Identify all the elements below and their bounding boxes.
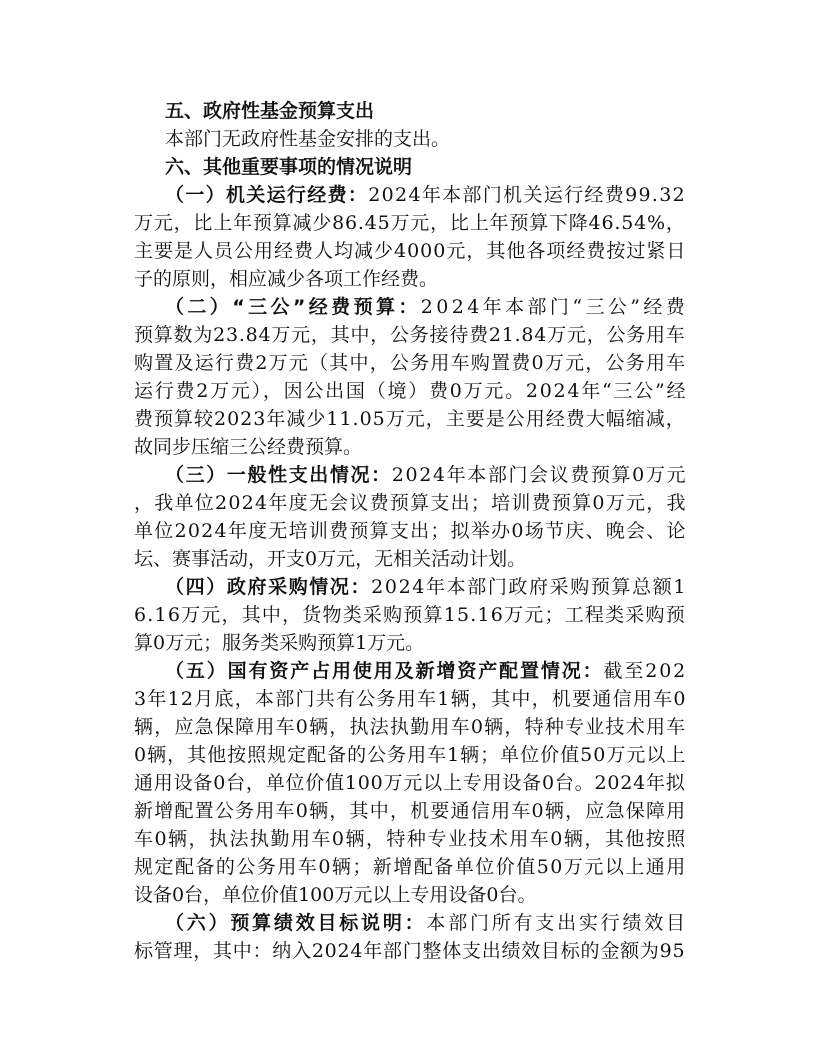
body-text: 预算数为23.84万元，其中，公务接待费21.84万元，公务用车	[134, 324, 686, 346]
body-text: 2024年本部门“三公”经费	[420, 296, 689, 318]
paragraph-line	[134, 405, 686, 433]
body-text: 2024年本部门机关运行经费99.32	[368, 184, 687, 206]
paragraph-line	[134, 853, 687, 881]
paragraph-line	[134, 489, 687, 517]
paragraph-line	[134, 433, 362, 461]
body-text: 规定配备的公务用车0辆；新增配备单位价值50万元以上通用	[134, 856, 687, 878]
paragraph-line	[134, 881, 536, 909]
paragraph-line	[165, 573, 687, 601]
body-text: 2024年本部门会议费预算0万元	[391, 464, 688, 486]
body-text: 坛、赛事活动，开支0万元，无相关活动计划。	[134, 548, 527, 570]
paragraph-line	[165, 125, 450, 153]
body-text: 车0辆，执法执勤用车0辆，特种专业技术用车0辆，其他按照	[134, 828, 687, 850]
paragraph-line	[134, 825, 687, 853]
paragraph-line	[134, 265, 438, 293]
paragraph-line	[134, 237, 686, 265]
body-text: 截至202	[603, 660, 688, 682]
body-text: 辆，应急保障用车0辆，执法执勤用车0辆，特种专业技术用车	[134, 716, 687, 738]
section-heading-text: （四）政府采购情况：	[165, 576, 372, 598]
body-text: 3年12月底，本部门共有公务用车1辆，其中，机要通信用车0	[134, 688, 687, 710]
section-heading-text: （一）机关运行经费：	[165, 184, 369, 206]
body-text: 故同步压缩三公经费预算。	[134, 436, 363, 458]
paragraph-line	[165, 909, 688, 937]
paragraph-line	[134, 349, 686, 377]
paragraph-line	[134, 797, 686, 825]
paragraph-line	[134, 209, 686, 237]
section-heading-text: 六、其他重要事项的情况说明	[165, 156, 413, 178]
section-heading-text: （五）国有资产占用使用及新增资产配置情况：	[165, 660, 604, 682]
paragraph-line	[134, 713, 686, 741]
body-text: 费预算较2023年减少11.05万元，主要是公用经费大幅缩减，	[134, 408, 686, 430]
section-heading-text: （二）“三公”经费预算：	[165, 296, 421, 318]
body-text: 6.16万元，其中，货物类采购预算15.16万元；工程类采购预	[134, 604, 686, 626]
body-text: 万元，比上年预算减少86.45万元，比上年预算下降46.54%，	[134, 212, 686, 234]
body-text: 设备0台，单位价值100万元以上专用设备0台。	[134, 884, 537, 906]
body-text: 2024年本部门政府采购预算总额1	[371, 576, 688, 598]
body-text: 本部门所有支出实行绩效目	[426, 912, 688, 934]
paragraph-line	[165, 293, 688, 321]
body-text: 单位2024年度无培训费预算支出；拟举办0场节庆、晚会、论	[134, 520, 687, 542]
paragraph-line	[165, 461, 687, 489]
paragraph-line	[134, 937, 685, 965]
body-text: 子的原则，相应减少各项工作经费。	[134, 268, 439, 290]
body-text: 主要是人员公用经费人均减少4000元，其他各项经费按过紧日	[134, 240, 687, 262]
body-text: 本部门无政府性基金安排的支出。	[165, 128, 451, 150]
body-text: 运行费2万元），因公出国（境）费0万元。2024年“三公”经	[134, 380, 688, 402]
body-text: 通用设备0台，单位价值100万元以上专用设备0台。2024年拟	[134, 772, 686, 794]
paragraph-line	[134, 517, 687, 545]
paragraph-line	[134, 545, 526, 573]
body-text: 购置及运行费2万元（其中，公务用车购置费0万元，公务用车	[134, 352, 687, 374]
paragraph-line	[165, 181, 686, 209]
section-heading-text: （三）一般性支出情况：	[165, 464, 392, 486]
paragraph-line	[134, 685, 687, 713]
body-text: ，我单位2024年度无会议费预算支出；培训费预算0万元，我	[134, 492, 687, 514]
paragraph-line	[165, 153, 412, 181]
body-text: 标管理，其中：纳入2024年部门整体支出绩效目标的金额为95	[134, 940, 686, 962]
paragraph-line	[134, 321, 686, 349]
body-text: 新增配置公务用车0辆，其中，机要通信用车0辆，应急保障用	[134, 800, 687, 822]
paragraph-line	[134, 377, 687, 405]
section-heading-text: 五、政府性基金预算支出	[165, 100, 375, 122]
section-heading-text: （六）预算绩效目标说明：	[165, 912, 427, 934]
paragraph-line	[134, 629, 424, 657]
paragraph-line	[134, 769, 686, 797]
body-text: 算0万元；服务类采购预算1万元。	[134, 632, 425, 654]
paragraph-line	[165, 657, 687, 685]
body-text: 0辆，其他按照规定配备的公务用车1辆；单位价值50万元以上	[134, 744, 687, 766]
paragraph-line	[165, 97, 374, 125]
paragraph-line	[134, 741, 686, 769]
paragraph-line	[134, 601, 686, 629]
